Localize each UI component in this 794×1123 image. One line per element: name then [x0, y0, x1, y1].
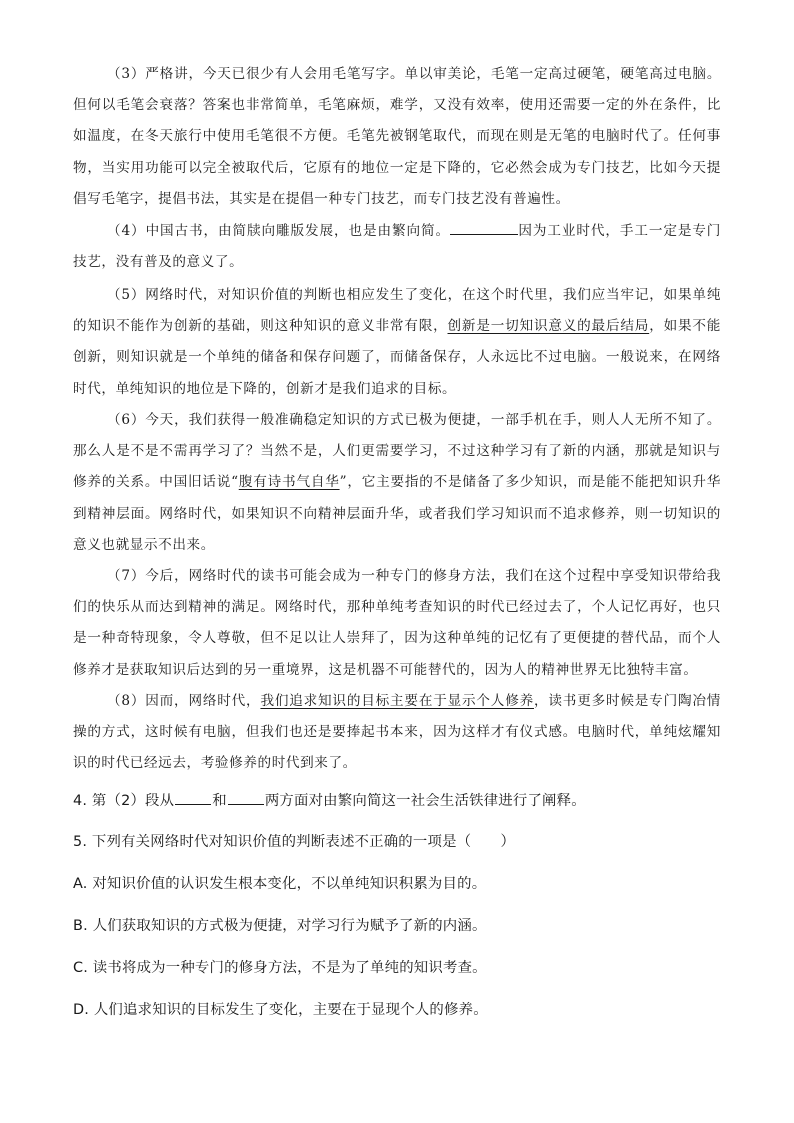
question-5-option-c[interactable]: C. 读书将成为一种专门的修身方法，不是为了单纯的知识考查。 [73, 960, 487, 976]
paragraph-4-text-after: 因为工业时代，手工一定是专门技艺，没有普及的意义了。 [73, 223, 722, 271]
question-4 [73, 790, 733, 811]
paragraph-5-text-after: ，如果不能创新，则知识就是一个单纯的储备和保存问题了，而储备保存，人永远比不过电脑。一般说来，在网络时代，单纯知识的地位是下降的，创新才是我们追求的目标。 [73, 318, 721, 397]
paragraph-8 [73, 686, 721, 780]
question-4-part3: 两方面对由繁向简这一社会生活铁律进行了阐释。 [264, 793, 586, 809]
paragraph-8-underlined: 我们追求知识的目标主要在于显示个人修养 [260, 693, 534, 709]
question-4-part2: 和 [212, 793, 227, 809]
paragraph-4-text-before: 中国古书，由简牍向雕版发展，也是由繁向简。 [145, 223, 451, 239]
question-5-option-d[interactable]: D. 人们追求知识的目标发生了变化，主要在于显现个人的修养。 [73, 1002, 488, 1018]
paragraph-4-blank[interactable] [450, 220, 518, 235]
question-5-stem: 5. 下列有关网络时代对知识价值的判断表述不正确的一项是（ ） [73, 834, 516, 850]
paragraph-6-underlined: 腹有诗书气自华 [238, 474, 340, 491]
paragraph-8-label: （8） [107, 693, 146, 709]
paragraph-6 [73, 405, 721, 561]
paragraph-3 [73, 59, 721, 215]
paragraph-5 [73, 280, 721, 405]
paragraph-7-text: 今后，网络时代的读书可能会成为一种专门的修身方法，我们在这个过程中享受知识带给我们的快乐从而达到精神的满足。网络时代，那种单纯考查知识的时代已经过去了，个人记忆再好，也只是一种奇特现象，令人尊敬，但不足以让人崇拜了，因为这种单纯的记忆有了更便捷的替代品，而个人修养才是获取知识后达到的另一重境界，这是机器不可能替代的，因为人的精神世界无比独特丰富。 [73, 568, 722, 678]
paragraph-6-text-before: 今天，我们获得一般准确稳定知识的方式已极为便捷，一部手机在手，则人人无所不知了。那么人是不是不需再学习了？当然不是，人们更需要学习，不过这种学习有了新的内涵，那就是知识与修养的关系。中国旧话说“ [73, 412, 722, 491]
question-4-blank-1[interactable] [175, 790, 211, 805]
paragraph-3-text: 严格讲，今天已很少有人会用毛笔写字。单以审美论，毛笔一定高过硬笔，硬笔高过电脑。但何以毛笔会衰落？答案也非常简单，毛笔麻烦，难学，又没有效率，使用还需要一定的外在条件，比如温度，在冬天旅行中使用毛笔很不方便。毛笔先被钢笔取代，而现在则是无笔的电脑时代了。任何事物，当实用功能可以完全被取代后，它原有的地位一定是下降的，它必然会成为专门技艺，比如今天提倡写毛笔字，提倡书法，其实是在提倡一种专门技艺，而专门技艺没有普遍性。 [73, 66, 722, 207]
paragraph-4-label: （4） [107, 223, 146, 239]
paragraph-5-text-before: 网络时代，对知识价值的判断也相应发生了变化，在这个时代里，我们应当牢记，如果单纯的知识不能作为创新的基础，则这种知识的意义非常有限， [73, 287, 722, 335]
paragraph-5-underlined: 创新是一切知识意义的最后结局 [447, 318, 650, 335]
paragraph-8-text-after: ，读书更多时候是专门陶冶情操的方式，这时候有电脑，但我们也还是要捧起书本来，因为这样才有仪式感。电脑时代，单纯炫耀知识的时代已经远去，考验修养的时代到来了。 [73, 693, 721, 772]
paragraph-6-label: （6） [107, 412, 146, 428]
question-5-option-a[interactable]: A. 对知识价值的认识发生根本变化，不以单纯知识积累为目的。 [73, 876, 487, 892]
paragraph-4 [73, 216, 721, 278]
question-4-blank-2[interactable] [228, 790, 264, 805]
paragraph-5-label: （5） [107, 287, 146, 303]
paragraph-7 [73, 561, 721, 686]
question-4-part1: 4. 第（2）段从 [73, 793, 175, 809]
paragraph-8-text-before: 因而，网络时代， [145, 693, 261, 709]
paragraph-3-label: （3） [107, 66, 146, 82]
question-5-option-b[interactable]: B. 人们获取知识的方式极为便捷，对学习行为赋予了新的内涵。 [73, 918, 487, 934]
paragraph-7-label: （7） [107, 568, 146, 584]
paragraph-6-text-after: ”，它主要指的不是储备了多少知识，而是能不能把知识升华到精神层面。网络时代，如果知识不向精神层面升华，或者我们学习知识而不追求修养，则一切知识的意义也就显示不出来。 [73, 474, 721, 553]
